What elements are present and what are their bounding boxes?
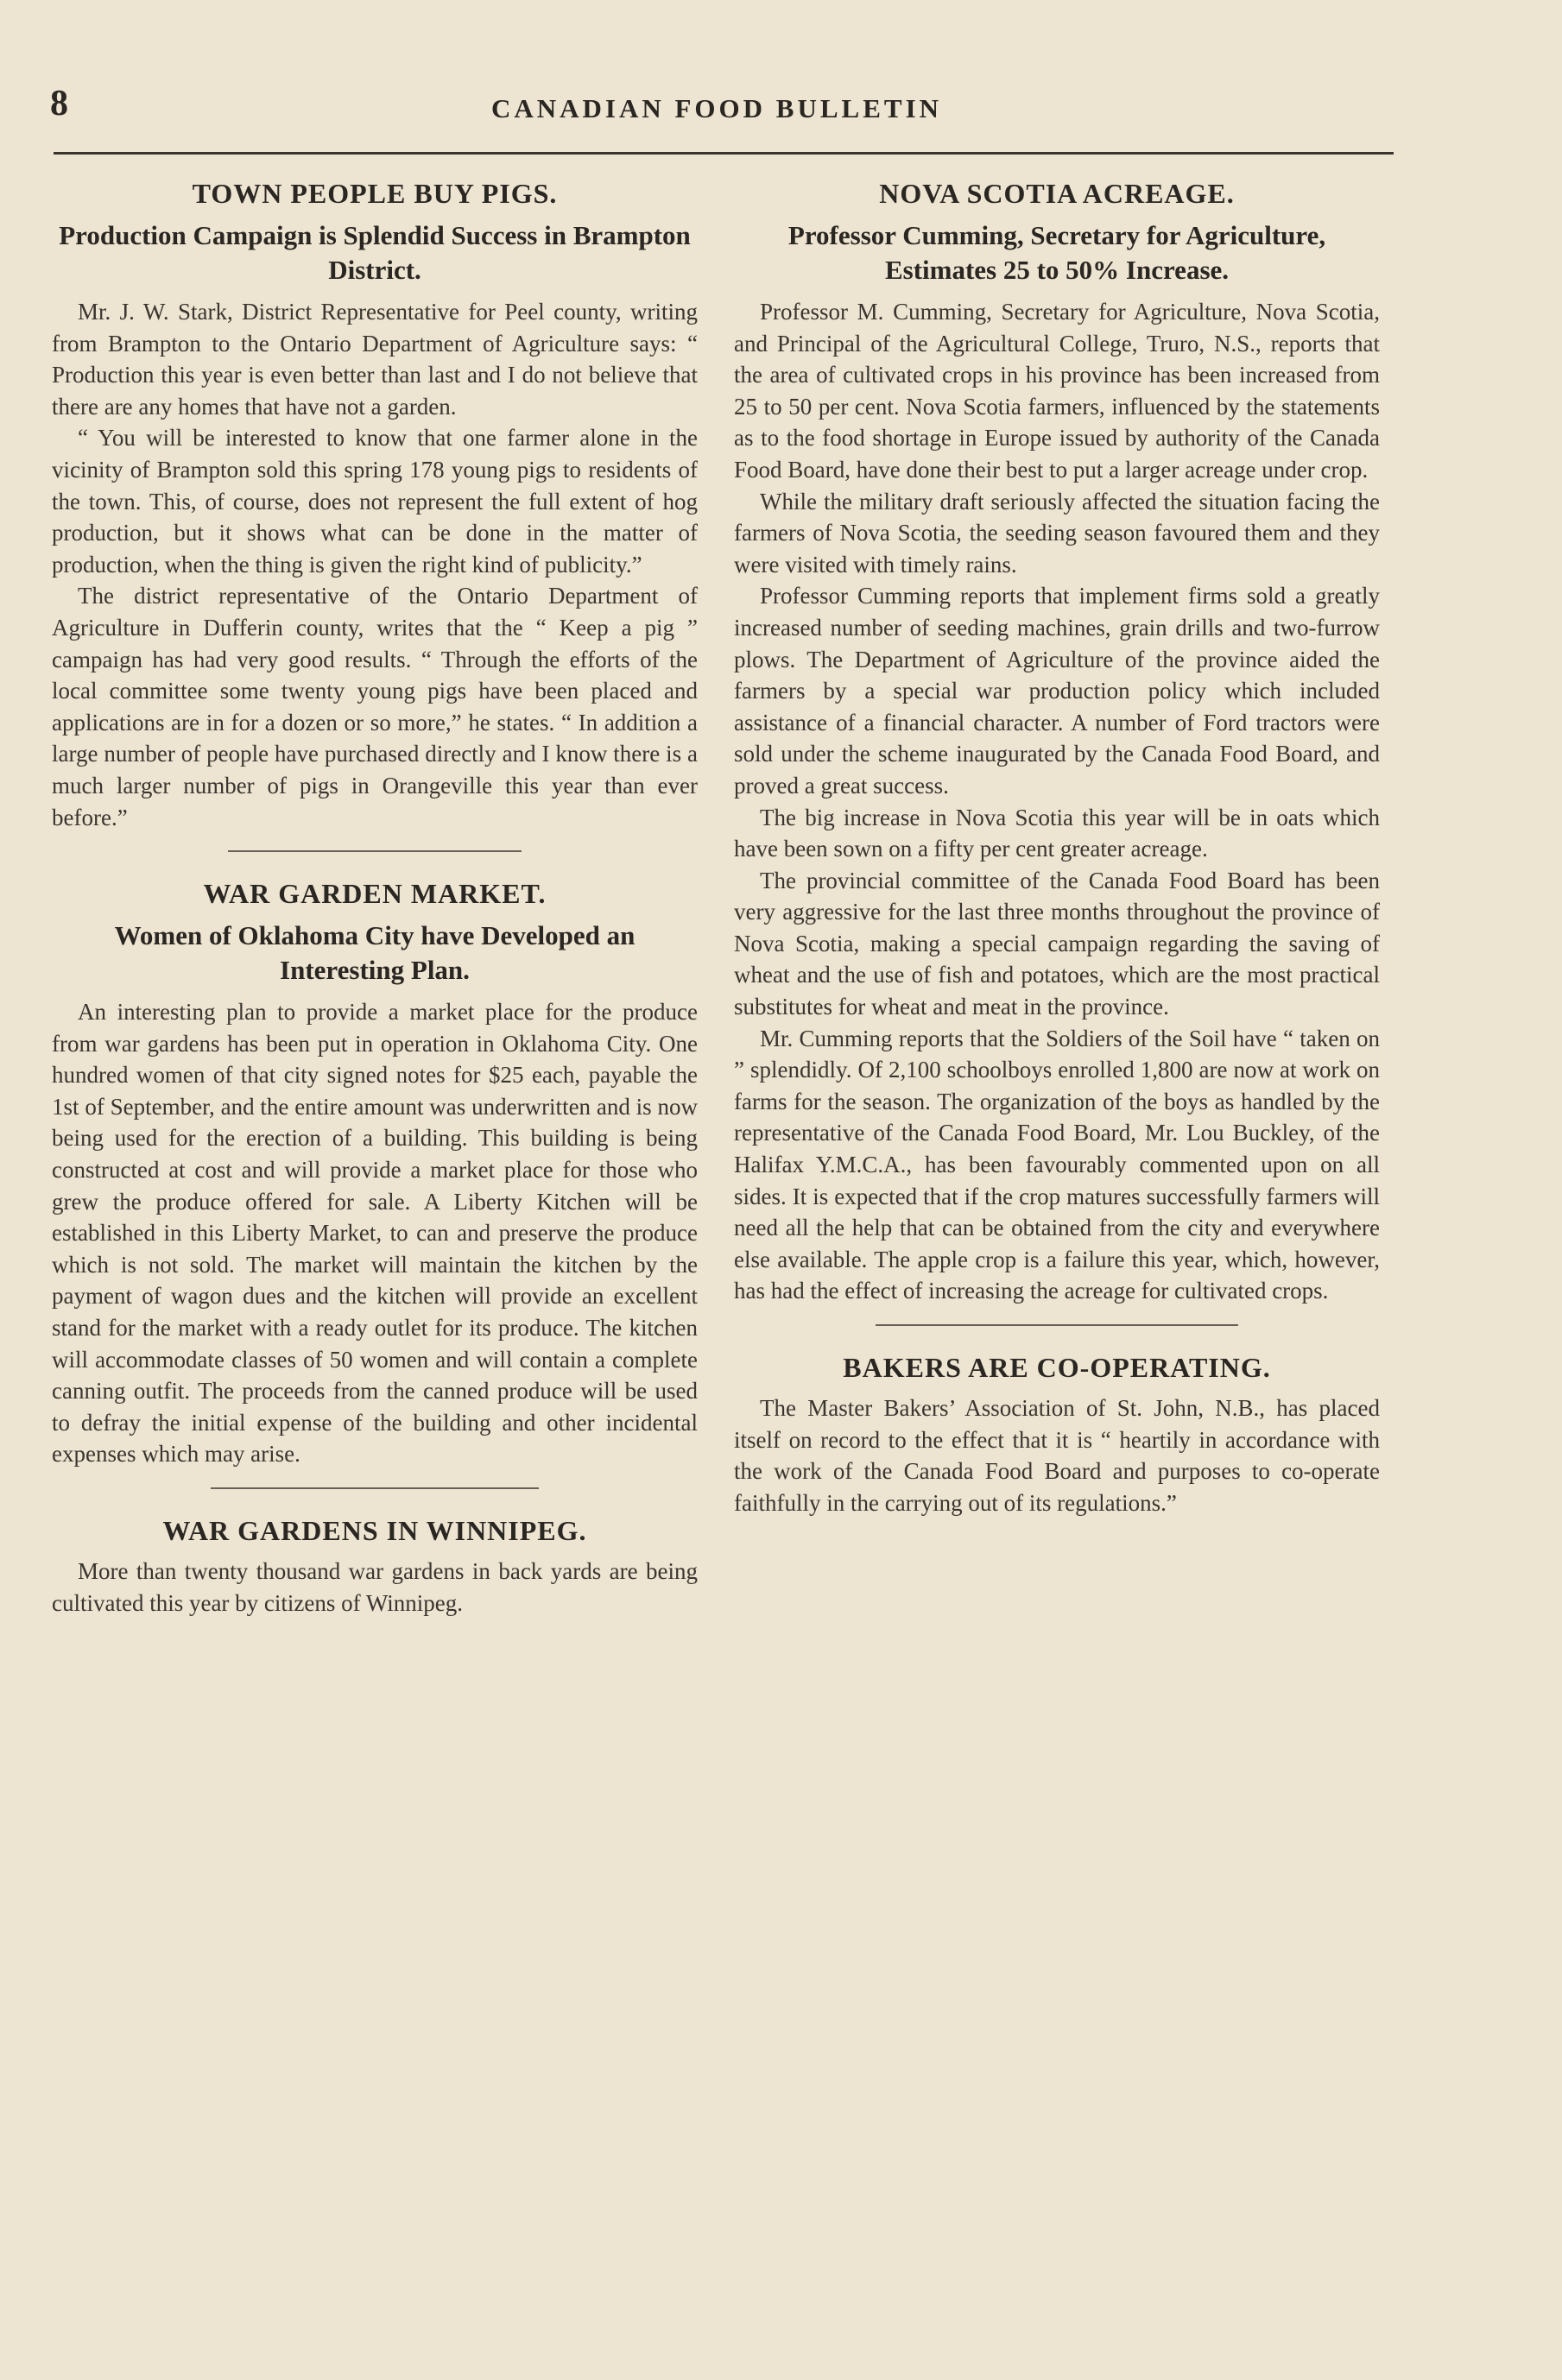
article-paragraph: More than twenty thousand war gardens in back yards are being cultivated this year by citizens of Winnipeg. xyxy=(52,1558,698,1616)
article-headline: NOVA SCOTIA ACREAGE. xyxy=(879,178,1235,209)
article-paragraph: While the military draft seriously affected the situation facing the farmers of Nova Scotia, the seeding season favoured them and they were visited with timely rains. xyxy=(734,488,1380,578)
article-war-garden-market xyxy=(52,878,698,1470)
section-divider xyxy=(228,850,522,852)
right-column xyxy=(734,173,1380,1518)
article-bakers-co-operating xyxy=(734,1352,1380,1518)
article-paragraph: The provincial committee of the Canada Food Board has been very aggressive for the last three months throughout the province of Nova Scotia, making a special campaign regarding the saving of wheat and the use of fish and potatoes, which are the most practical substitutes for wheat and meat in the province. xyxy=(734,867,1380,1020)
section-divider xyxy=(211,1487,539,1489)
page-number: 8 xyxy=(50,84,68,123)
article-paragraph: An interesting plan to provide a market place for the produce from war gardens has been put in operation in Oklahoma City. One hundred women of that city signed notes for $25 each, payable the 1st of September, and the entire amount was underwritten and is now being used for the erection of a building. This building is being constructed at cost and will provide a market place for those who grew the produce offered for sale. A Liberty Kitchen will be established in this Liberty Market, to can and preserve the produce which is not sold. The market will maintain the kitchen by the payment of wagon dues and the kitchen will provide an excellent stand for the market with a ready outlet for its produce. The kitchen will accommodate classes of 50 women and will contain a complete canning outfit. The proceeds from the canned produce will be used to defray the initial expense of the building and other incidental expenses which may arise. xyxy=(52,999,698,1468)
article-nova-scotia-acreage xyxy=(734,178,1380,1307)
article-subheadline: Professor Cumming, Secretary for Agriculture, Estimates 25 to 50% Increase. xyxy=(787,220,1326,285)
article-paragraph: The Master Bakers’ Association of St. John, N.B., has placed itself on record to the effect that it is “ heartily in accordance with the work of the Canada Food Board and purposes to co-operate faithfully in the carrying out of its regulations.” xyxy=(734,1395,1380,1516)
article-paragraph: “ You will be interested to know that one farmer alone in the vicinity of Brampton sold this spring 178 young pigs to residents of the town. This, of course, does not represent the full extent of hog production, but it shows what can be done in the matter of production, when the thing is given the right kind of publicity.” xyxy=(52,425,698,578)
article-war-gardens-winnipeg xyxy=(52,1515,698,1619)
article-subheadline: Women of Oklahoma City have Developed an Interesting Plan. xyxy=(114,920,636,986)
article-paragraph: Professor Cumming reports that implement firms sold a greatly increased number of seeding machines, grain drills and two-furrow plows. The Department of Agriculture of the province aided the farmers by a special war production policy which included assistance of a financial character. A number of Ford tractors were sold under the scheme inaugurated by the Canada Food Board, and proved a great success. xyxy=(734,583,1380,799)
article-subheadline: Production Campaign is Splendid Success in Brampton District. xyxy=(59,220,691,285)
article-headline: BAKERS ARE CO-OPERATING. xyxy=(843,1352,1271,1383)
article-paragraph: Professor M. Cumming, Secretary for Agriculture, Nova Scotia, and Principal of the Agricultural College, Truro, N.S., reports that the area of cultivated crops in his province has been increased from 25 to 50 per cent. Nova Scotia farmers, influenced by the statements as to the food shortage in Europe issued by authority of the Canada Food Board, have done their best to put a larger acreage under crop. xyxy=(734,299,1380,483)
article-paragraph: The big increase in Nova Scotia this year will be in oats which have been sown on a fifty per cent greater acreage. xyxy=(734,804,1380,862)
article-paragraph: Mr. J. W. Stark, District Representative for Peel county, writing from Brampton to the Ontario Department of Agriculture says: “ Production this year is even better than last and I do not believe that there are any homes that have not a garden. xyxy=(52,299,698,420)
article-paragraph: Mr. Cumming reports that the Soldiers of the Soil have “ taken on ” splendidly. Of 2,100 schoolboys enrolled 1,800 are now at work on farms for the season. The organization of the boys as handled by the representative of the Canada Food Board, Mr. Lou Buckley, of the Halifax Y.M.C.A., has been favourably commented upon on all sides. It is expected that if the crop matures successfully farmers will need all the help that can be obtained from the city and everywhere else available. The apple crop is a failure this year, which, however, has had the effect of increasing the acreage for cultivated crops. xyxy=(734,1025,1380,1304)
running-title: CANADIAN FOOD BULLETIN xyxy=(490,93,943,123)
article-town-people-buy-pigs xyxy=(52,178,698,833)
header-rule xyxy=(54,152,1394,155)
article-headline: WAR GARDEN MARKET. xyxy=(203,878,547,910)
section-divider xyxy=(876,1324,1238,1326)
article-headline: TOWN PEOPLE BUY PIGS. xyxy=(192,178,558,209)
left-column xyxy=(52,173,698,1619)
article-paragraph: The district representative of the Ontario Department of Agriculture in Dufferin county, writes that the “ Keep a pig ” campaign has had very good results. “ Through the efforts of the local committee some twenty young pigs have been placed and applications are in for a dozen or so more,” he states. “ In addition a large number of people have purchased directly and I know there is a much larger number of pigs in Orangeville this year than ever before.” xyxy=(52,583,698,830)
article-headline: WAR GARDENS IN WINNIPEG. xyxy=(162,1515,587,1546)
